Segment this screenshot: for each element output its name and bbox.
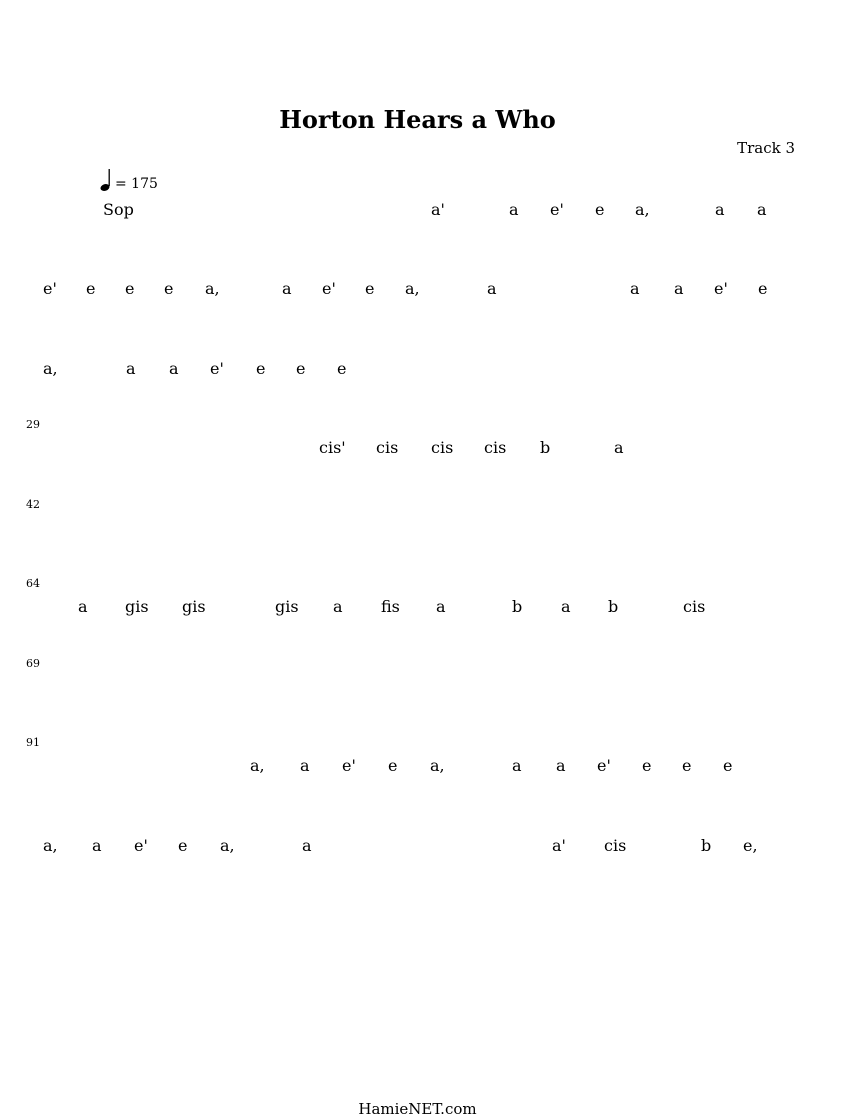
measure-number: 29: [26, 418, 40, 431]
note-name: e: [758, 279, 768, 298]
note-name: a: [556, 756, 566, 775]
note-name: cis': [319, 438, 346, 457]
note-name: e: [125, 279, 135, 298]
note-name: gis: [125, 597, 149, 616]
note-name: e': [322, 279, 336, 298]
note-name: a: [561, 597, 571, 616]
note-name: a,: [205, 279, 220, 298]
note-name: a': [552, 836, 566, 855]
note-name: cis: [683, 597, 706, 616]
note-name: a: [126, 359, 136, 378]
note-name: e: [682, 756, 692, 775]
note-name: cis: [604, 836, 627, 855]
song-title: Horton Hears a Who: [279, 105, 556, 134]
note-name: e: [642, 756, 652, 775]
note-name: cis: [431, 438, 454, 457]
measure-number: 69: [26, 657, 40, 670]
note-name: a: [630, 279, 640, 298]
note-name: fis: [381, 597, 400, 616]
note-name: a: [512, 756, 522, 775]
measure-number: 64: [26, 577, 40, 590]
note-name: cis: [484, 438, 507, 457]
note-name: a: [674, 279, 684, 298]
note-name: b: [540, 438, 551, 457]
note-name: b: [608, 597, 619, 616]
note-name: a: [715, 200, 725, 219]
note-name: e: [164, 279, 174, 298]
note-name: a,: [43, 836, 58, 855]
measure-number: 42: [26, 498, 40, 511]
note-name: a: [509, 200, 519, 219]
note-name: e: [365, 279, 375, 298]
note-name: a,: [250, 756, 265, 775]
note-name: a: [614, 438, 624, 457]
note-name: e: [337, 359, 347, 378]
note-name: e': [134, 836, 148, 855]
note-name: a,: [635, 200, 650, 219]
note-name: gis: [182, 597, 206, 616]
note-name: a': [431, 200, 445, 219]
note-name: a,: [405, 279, 420, 298]
note-name: e': [597, 756, 611, 775]
note-name: e: [256, 359, 266, 378]
note-name: e: [296, 359, 306, 378]
note-name: b: [701, 836, 712, 855]
note-name: a: [300, 756, 310, 775]
note-name: e: [178, 836, 188, 855]
footer-watermark: HamieNET.com: [358, 1100, 477, 1118]
note-name: a: [92, 836, 102, 855]
measure-number: 91: [26, 736, 40, 749]
tempo-text: = 175: [115, 176, 158, 192]
note-name: e': [714, 279, 728, 298]
note-name: a,: [430, 756, 445, 775]
tempo-marking: [100, 168, 158, 192]
track-subtitle: Track 3: [737, 139, 795, 157]
note-name: a,: [43, 359, 58, 378]
note-name: a: [302, 836, 312, 855]
note-name: e: [595, 200, 605, 219]
note-name: a: [78, 597, 88, 616]
note-name: a: [282, 279, 292, 298]
note-name: e: [388, 756, 398, 775]
note-name: e': [342, 756, 356, 775]
note-name: e: [723, 756, 733, 775]
note-name: e': [43, 279, 57, 298]
note-name: a: [436, 597, 446, 616]
note-name: e,: [743, 836, 758, 855]
note-name: b: [512, 597, 523, 616]
note-name: a,: [220, 836, 235, 855]
note-name: e: [86, 279, 96, 298]
instrument-label: Sop: [103, 200, 134, 219]
note-name: a: [333, 597, 343, 616]
note-name: a: [757, 200, 767, 219]
note-name: a: [169, 359, 179, 378]
note-name: e': [210, 359, 224, 378]
quarter-note-icon: [100, 168, 112, 192]
note-name: gis: [275, 597, 299, 616]
note-name: e': [550, 200, 564, 219]
note-name: a: [487, 279, 497, 298]
note-name: cis: [376, 438, 399, 457]
